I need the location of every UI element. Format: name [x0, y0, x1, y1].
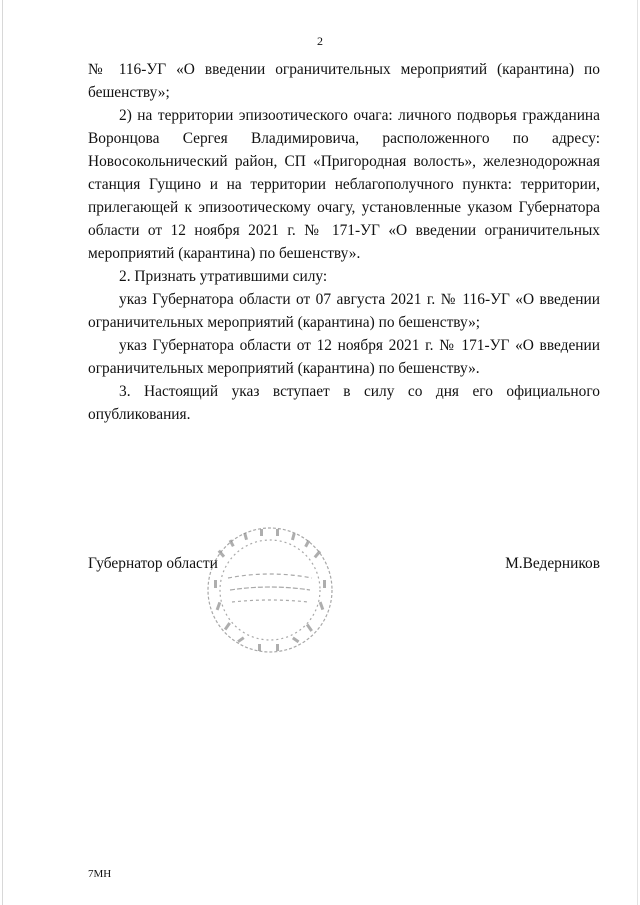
document-body [88, 58, 600, 426]
official-seal-stamp [200, 520, 340, 660]
page-number: 2 [317, 34, 323, 48]
scan-edge-left [2, 0, 3, 905]
paragraph-item-2: 2) на территории эпизоотического очага: личного подворья гражданина Воронцова Сергея Владимировича, расположенного по адресу: Новосокольнический район, СП «Пригородная волость», железнодорожная станция Гущино и на территории неблагополучного пункта: территории, прилегающей к эпизоотическому очагу, установленные указом Губернатора области от 12 ноября 2021 г. № 171-УГ «О введении ограничительных мероприятий (карантина) по бешенству». [88, 107, 600, 262]
paragraph-continuation: № 116-УГ «О введении ограничительных мероприятий (карантина) по бешенству»; [88, 61, 600, 101]
paragraph-repealed-171: указ Губернатора области от 12 ноября 2021 г. № 171-УГ «О введении ограничительных мероприятий (карантина) по бешенству». [88, 337, 600, 377]
scan-edge-right [637, 0, 638, 905]
paragraph-clause-2: 2. Признать утратившими силу: [119, 268, 328, 285]
signatory-title: Губернатор области [88, 555, 218, 572]
paragraph-clause-3: 3. Настоящий указ вступает в силу со дня его официального опубликования. [88, 383, 600, 423]
footer-code: 7МН [88, 868, 112, 880]
paragraph-repealed-116: указ Губернатора области от 07 августа 2021 г. № 116-УГ «О введении ограничительных мероприятий (карантина) по бешенству»; [88, 291, 600, 331]
signatory-name: М.Ведерников [505, 555, 600, 572]
